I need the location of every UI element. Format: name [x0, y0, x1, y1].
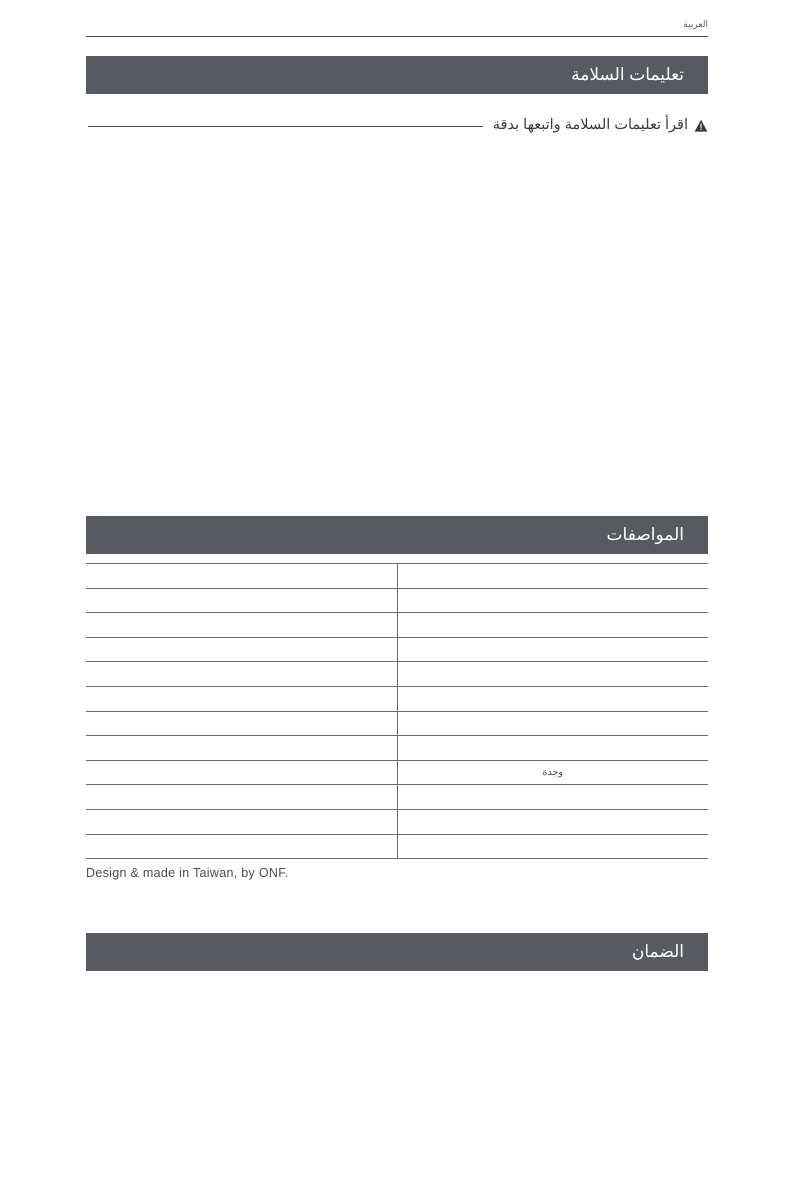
spec-label	[397, 564, 708, 589]
section-title-safety: تعليمات السلامة	[571, 65, 684, 84]
spec-label	[397, 662, 708, 687]
warning-triangle-icon	[694, 119, 708, 133]
table-row	[86, 662, 708, 687]
spec-label	[397, 637, 708, 662]
section-title-warranty: الضمان	[631, 942, 684, 961]
header-divider	[86, 36, 708, 37]
spec-value	[86, 711, 397, 736]
safety-warning-text: اقرأ تعليمات السلامة واتبعها بدقة	[492, 117, 688, 133]
section-bar-specifications	[86, 516, 708, 554]
table-row	[86, 785, 708, 810]
spec-value	[86, 760, 397, 785]
spec-value	[86, 662, 397, 687]
table-row	[86, 613, 708, 638]
spec-value	[86, 736, 397, 761]
spec-value	[86, 686, 397, 711]
safety-warning-row	[86, 112, 708, 138]
language-label: العربية	[683, 19, 708, 29]
spec-value	[86, 613, 397, 638]
table-row	[86, 637, 708, 662]
spec-value	[86, 785, 397, 810]
specifications-table	[86, 563, 708, 859]
table-row	[86, 736, 708, 761]
spec-label	[397, 588, 708, 613]
table-row	[86, 588, 708, 613]
warning-rule	[88, 126, 483, 127]
table-row	[86, 809, 708, 834]
spec-label	[397, 711, 708, 736]
spec-label	[397, 785, 708, 810]
made-in-line: Design & made in Taiwan, by ONF.	[86, 866, 289, 880]
spec-value	[86, 809, 397, 834]
spec-label	[397, 760, 708, 785]
spec-value	[86, 637, 397, 662]
table-row	[86, 834, 708, 859]
section-title-specifications: المواصفات	[606, 525, 684, 544]
spec-label	[397, 834, 708, 859]
spec-value	[86, 564, 397, 589]
table-row	[86, 686, 708, 711]
spec-label-text: وجدة	[542, 767, 563, 779]
spec-value	[86, 834, 397, 859]
spec-label	[397, 736, 708, 761]
table-row	[86, 760, 708, 785]
section-bar-safety	[86, 56, 708, 94]
section-bar-warranty	[86, 933, 708, 971]
table-row	[86, 564, 708, 589]
spec-label	[397, 809, 708, 834]
page-header	[86, 18, 708, 30]
spec-label	[397, 686, 708, 711]
spec-value	[86, 588, 397, 613]
spec-label	[397, 613, 708, 638]
table-row	[86, 711, 708, 736]
